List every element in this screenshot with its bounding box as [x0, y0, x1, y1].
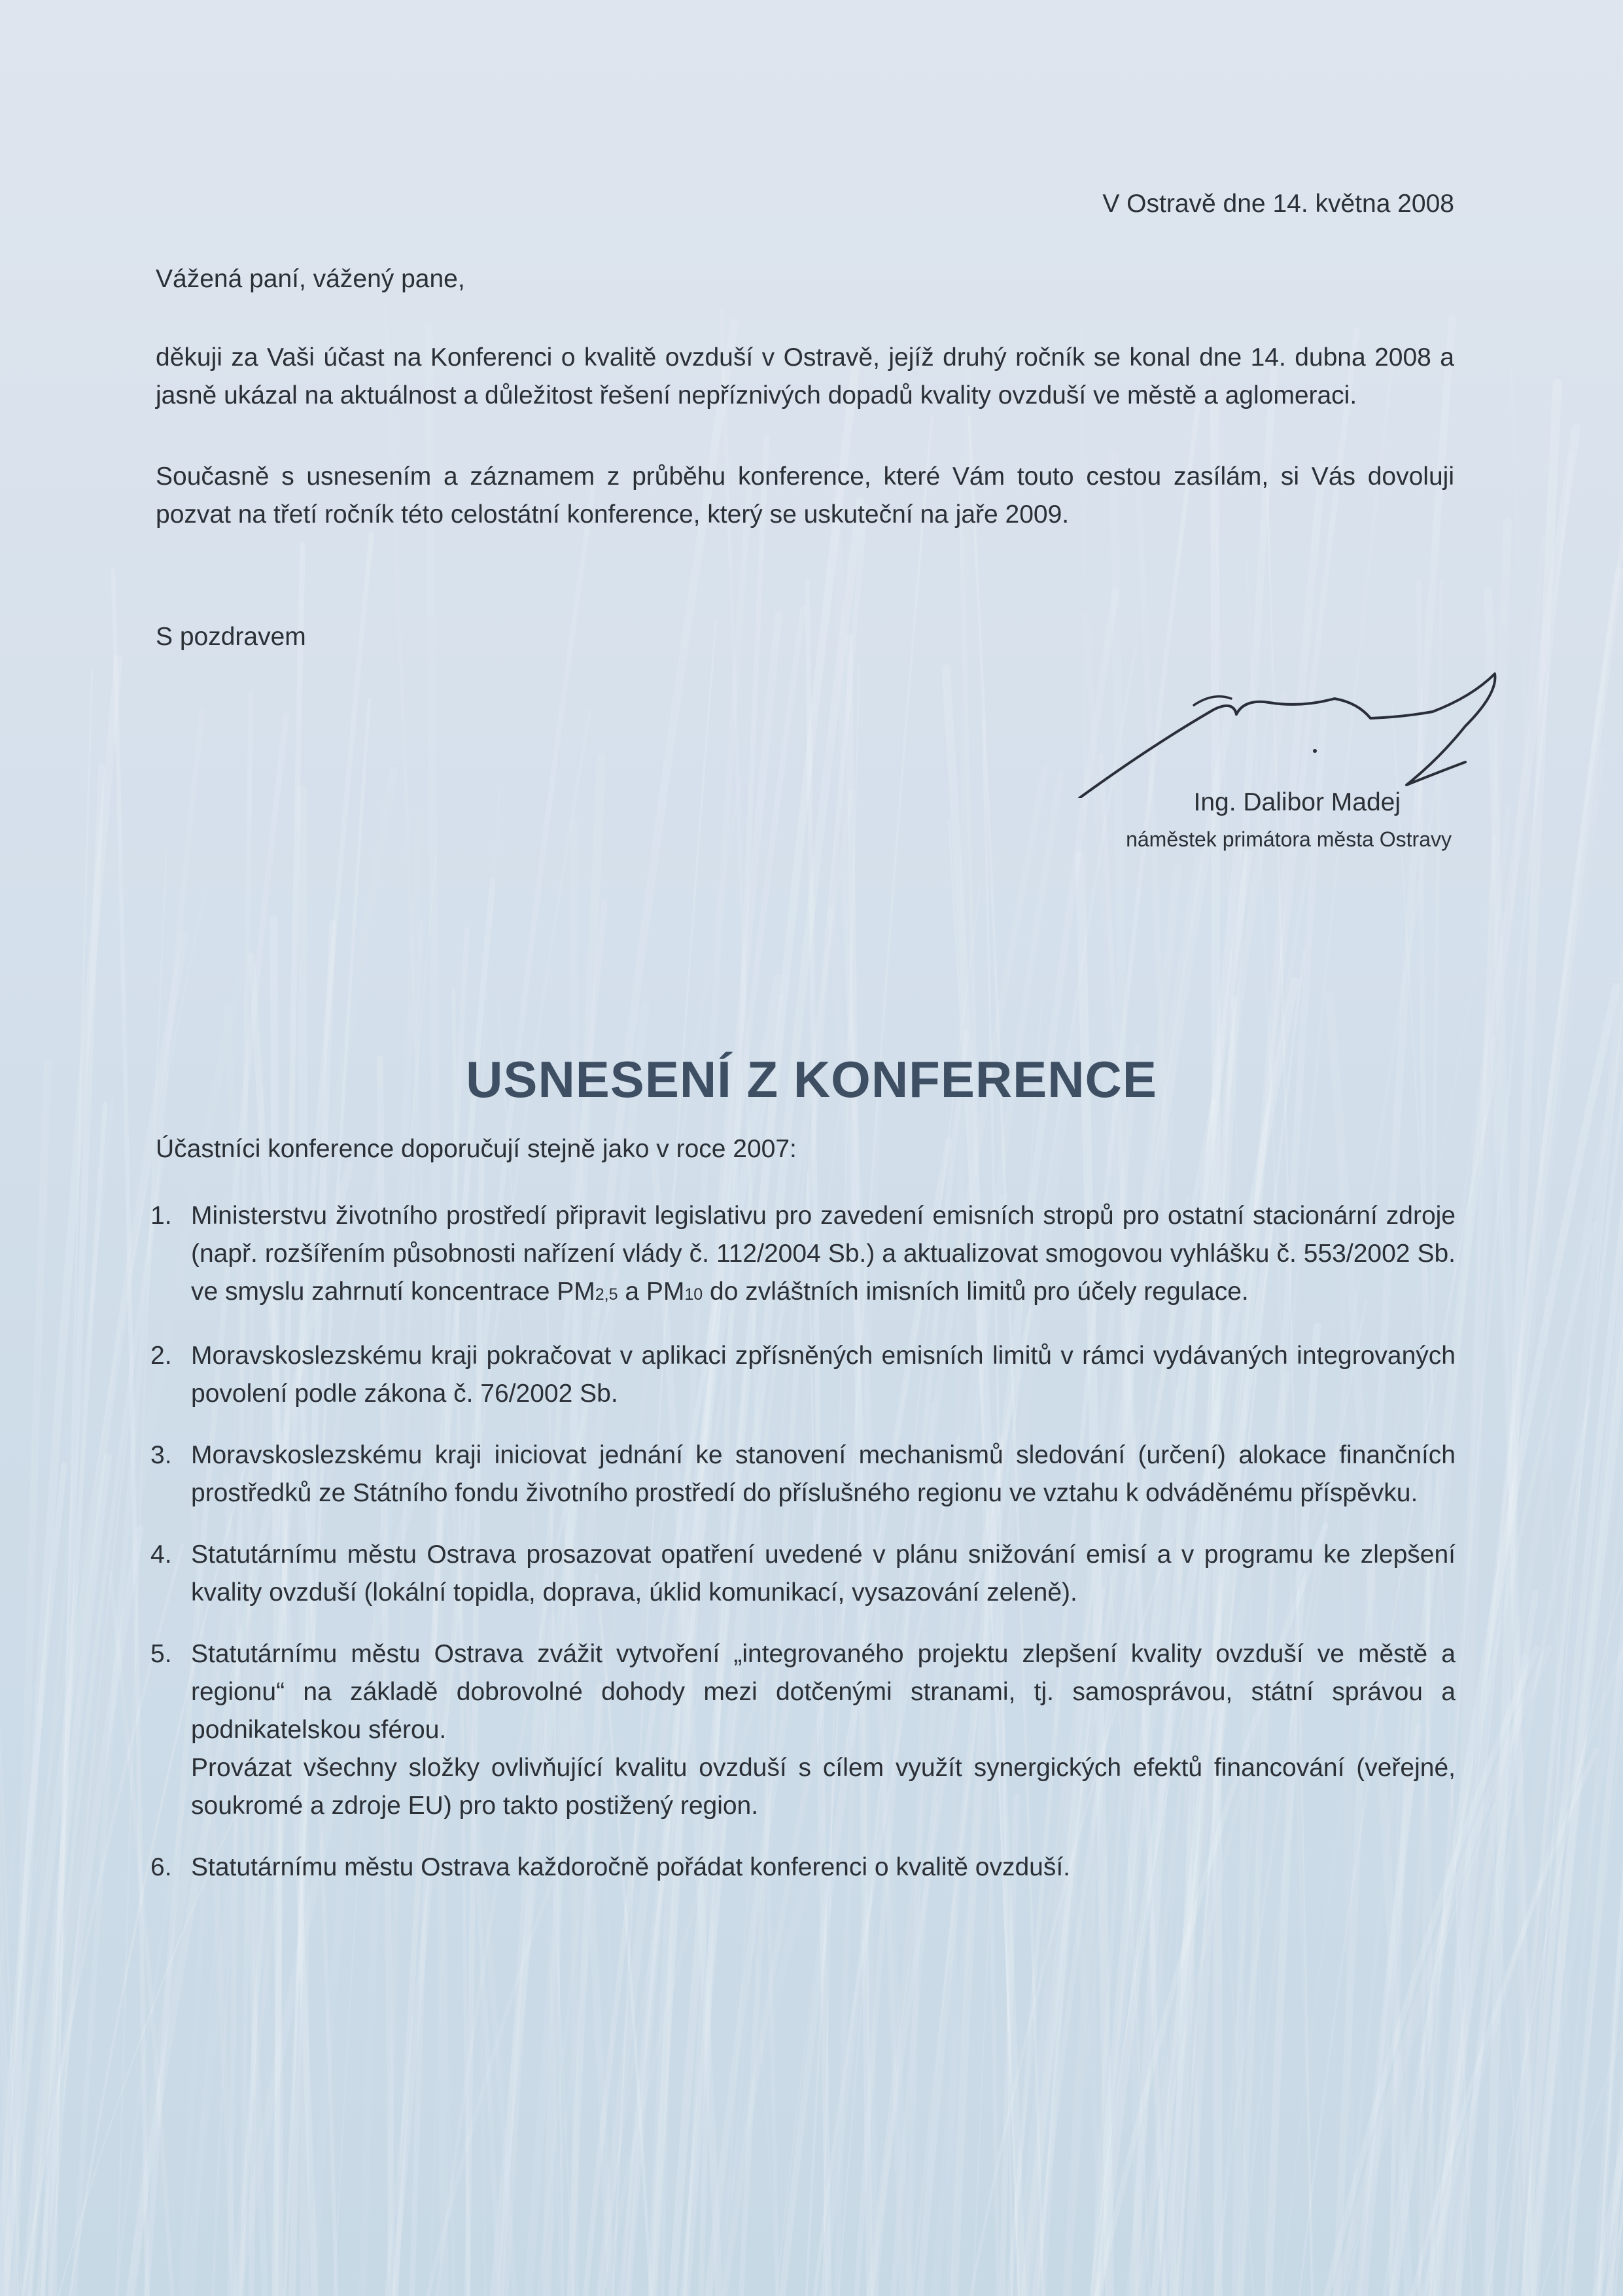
item-number: 2. — [150, 1342, 172, 1370]
signer-title: náměstek primátora města Ostravy — [1126, 827, 1452, 851]
resolution-item-4 — [150, 1536, 1456, 1612]
resolution-heading: USNESENÍ Z KONFERENCE — [466, 1051, 1157, 1108]
resolution-list — [150, 1197, 1456, 1910]
item-text: Statutárnímu městu Ostrava prosazovat opatření uvedené v plánu snižování emisí a v programu ke zlepšení kvality ovzduší (lokální topidla, doprava, úklid komunikací, vysazování zeleně). — [191, 1540, 1456, 1607]
item-number: 6. — [150, 1853, 172, 1881]
salutation: Vážená paní, vážený pane, — [156, 265, 465, 293]
handwritten-signature — [1073, 667, 1505, 798]
item-number: 3. — [150, 1441, 172, 1469]
letter-paragraph-1: děkuji za Vaši účast na Konferenci o kvalitě ovzduší v Ostravě, jejíž druhý ročník se konal dne 14. dubna 2008 a jasně ukázal na aktuálnost a důležitost řešení nepříznivých dopadů kvality ovzduší ve městě a aglomeraci. — [156, 343, 1454, 409]
letter-paragraph-2: Současně s usnesením a záznamem z průběhu konference, které Vám touto cestou zasílám, si Vás dovoluji pozvat na třetí ročník této celostátní konference, který se uskuteční na jaře 2009. — [156, 462, 1454, 529]
item-text: Moravskoslezskému kraji pokračovat v aplikaci zpřísněných emisních limitů v rámci vydávaných integrovaných povolení podle zákona č. 76/2002 Sb. — [191, 1342, 1456, 1408]
resolution-item-6 — [150, 1849, 1456, 1887]
resolution-item-5 — [150, 1635, 1456, 1825]
resolution-item-1 — [150, 1197, 1456, 1313]
item-text: Moravskoslezskému kraji iniciovat jednání ke stanovení mechanismů sledování (určení) alokace finančních prostředků ze Státního fondu životního prostředí do příslušného regionu ve vztahu k odváděnému příspěvku. — [191, 1441, 1456, 1507]
item-text: Statutárnímu městu Ostrava každoročně pořádat konferenci o kvalitě ovzduší. — [191, 1853, 1071, 1881]
item-number: 4. — [150, 1540, 172, 1569]
closing: S pozdravem — [156, 623, 306, 651]
resolution-item-3 — [150, 1436, 1456, 1512]
resolution-intro: Účastníci konference doporučují stejně jako v roce 2007: — [156, 1135, 797, 1163]
item-number: 1. — [150, 1202, 172, 1230]
signer-name: Ing. Dalibor Madej — [1193, 788, 1401, 816]
item-text: Ministerstvu životního prostředí připravit legislativu pro zavedení emisních stropů pro ostatní stacionární zdroje (např. rozšířením působnosti nařízení vlády č. 112/2004 Sb.) a aktualizovat smogovou vyhlášku č. 553/2002 Sb. ve smyslu zahrnutí koncentrace PM2,5 a PM10 do zvláštních imisních limitů pro účely regulace. — [191, 1202, 1456, 1306]
letter-date: V Ostravě dne 14. května 2008 — [1102, 190, 1454, 218]
resolution-item-2 — [150, 1337, 1456, 1413]
item-text: Statutárnímu městu Ostrava zvážit vytvoření „integrovaného projektu zlepšení kvality ovzduší ve městě a regionu“ na základě dobrovolné dohody mezi dotčenými stranami, tj. samosprávou, státní správou a podnikatelskou sférou. Provázat všechny složky ovlivňující kvalitu ovzduší s cílem využít synergických efektů financování (veřejné, soukromé a zdroje EU) pro takto postižený region. — [191, 1640, 1456, 1820]
item-number: 5. — [150, 1640, 172, 1668]
